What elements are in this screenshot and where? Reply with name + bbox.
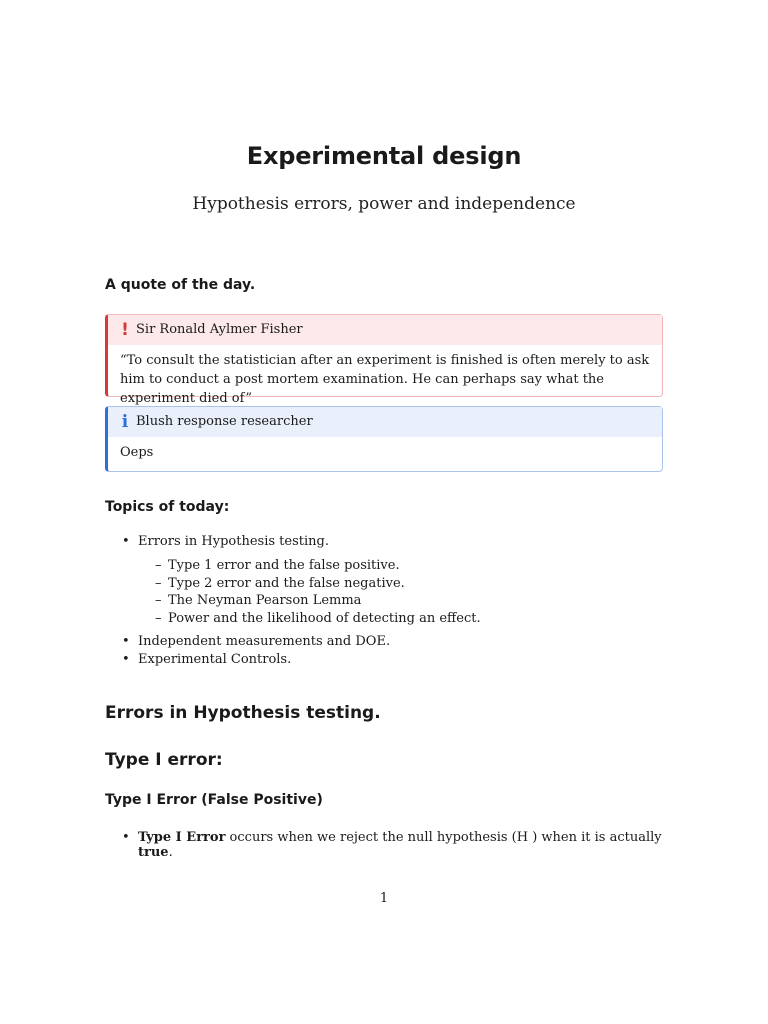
document-title: Experimental design	[246, 142, 522, 170]
topics-heading: Topics of today:	[105, 499, 230, 515]
definition-end: .	[168, 845, 173, 860]
subtopic-item: – Type 1 error and the false positive.	[138, 557, 481, 575]
topic-item	[105, 533, 481, 627]
subtopic-item: – Power and the likelihood of detecting an effect.	[138, 610, 481, 628]
page-number: 1	[379, 891, 389, 906]
exclamation-icon: !	[121, 320, 129, 340]
topic-item: • Independent measurements and DOE.	[105, 633, 481, 651]
section-heading-type1: Type I error:	[105, 750, 223, 770]
callout-important	[105, 314, 663, 406]
topic-sublist	[138, 557, 481, 627]
subtopic-item: – Type 2 error and the false negative.	[138, 575, 481, 593]
definition-item	[105, 830, 678, 860]
topic-item: • Experimental Controls.	[105, 651, 481, 669]
definition-emphasis: true	[138, 845, 169, 860]
callout-note-body: Oeps	[120, 445, 154, 460]
callout-important-body: “To consult the statistician after an experiment is finished is often merely to ask him to conduct a post mortem examination. He can perhaps say what the experiment died of”	[120, 353, 650, 406]
callout-important-header	[108, 315, 662, 345]
definition-text: occurs when we reject the null hypothesis (H ) when it is actually	[225, 830, 662, 845]
section-heading-errors: Errors in Hypothesis testing.	[105, 703, 381, 723]
callout-note-header	[108, 407, 662, 437]
definition-term: Type I Error	[138, 830, 226, 845]
quote-heading: A quote of the day.	[105, 277, 256, 293]
subtopic-item: – The Neyman Pearson Lemma	[138, 592, 481, 610]
info-icon: i	[121, 412, 129, 432]
topics-list	[105, 533, 481, 669]
topic-item-label: Errors in Hypothesis testing.	[138, 534, 329, 549]
document-subtitle: Hypothesis errors, power and independence	[192, 194, 576, 214]
callout-note-title: Blush response researcher	[136, 414, 313, 429]
subsection-heading-type1: Type I Error (False Positive)	[105, 792, 323, 808]
callout-note	[105, 406, 663, 472]
callout-important-title: Sir Ronald Aylmer Fisher	[136, 322, 303, 337]
